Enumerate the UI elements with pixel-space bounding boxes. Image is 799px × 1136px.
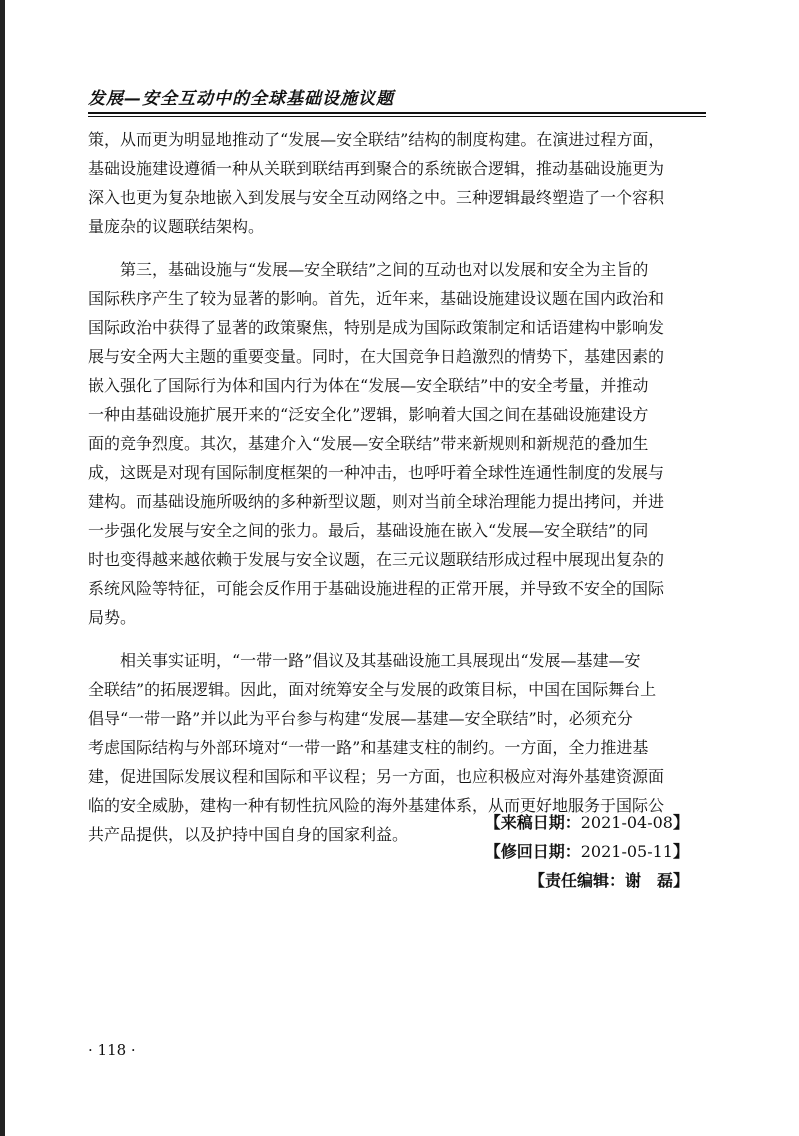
page-edge-shadow: [0, 0, 5, 1136]
revised-date-value: 2021-05-11: [580, 842, 673, 861]
text-line: 一种由基础设施扩展开来的“泛安全化”逻辑，影响着大国之间在基础设施建设方: [88, 405, 649, 424]
text-line: 时也变得越来越依赖于发展与安全议题，在三元议题联结形成过程中展现出复杂的: [88, 550, 665, 569]
running-header-title: 发展—安全互动中的全球基础设施议题: [88, 89, 394, 109]
article-dates: [485, 808, 689, 895]
header-rule-thin: [88, 116, 706, 117]
text-line: 一步强化发展与安全之间的张力。最后，基础设施在嵌入“发展—安全联结”的同: [88, 521, 649, 540]
revised-date-line: [485, 837, 689, 866]
page-number: · 118 ·: [88, 1041, 136, 1059]
paragraph-gap: [88, 632, 700, 646]
text-line: 系统风险等特征，可能会反作用于基础设施进程的正常开展，并导致不安全的国际: [88, 579, 665, 598]
text-line: 量庞杂的议题联结架构。: [88, 217, 265, 236]
header-rule-thick: [88, 112, 706, 114]
text-line: 嵌入强化了国际行为体和国内行为体在“发展—安全联结”中的安全考量，并推动: [88, 376, 649, 395]
received-date-line: [485, 808, 689, 837]
paragraph-2: [88, 255, 700, 632]
received-date-value: 2021-04-08: [580, 813, 673, 832]
article-body: [88, 125, 700, 849]
text-line: 展与安全两大主题的重要变量。同时，在大国竞争日趋激烈的情势下，基建因素的: [88, 347, 665, 366]
text-line: 国际政治中获得了显著的政策聚焦，特别是成为国际政策制定和话语建构中影响发: [88, 318, 665, 337]
received-date-label: 【来稿日期：: [484, 813, 581, 832]
text-line: 深入也更为复杂地嵌入到发展与安全互动网络之中。三种逻辑最终塑造了一个容积: [88, 188, 665, 207]
text-line: 相关事实证明，“一带一路”倡议及其基础设施工具展现出“发展—基建—安: [120, 651, 641, 670]
text-line: 策，从而更为明显地推动了“发展—安全联结”结构的制度构建。在演进过程方面，: [88, 130, 665, 149]
paragraph-gap: [88, 241, 700, 255]
text-line: 考虑国际结构与外部环境对“一带一路”和基建支柱的制约。一方面，全力推进基: [88, 738, 649, 757]
bracket-close: 】: [672, 842, 689, 861]
revised-date-label: 【修回日期：: [484, 842, 581, 861]
text-line: 第三，基础设施与“发展—安全联结”之间的互动也对以发展和安全为主旨的: [120, 260, 649, 279]
responsible-editor-line: [485, 866, 689, 895]
text-line: 建构。而基础设施所吸纳的多种新型议题，则对当前全球治理能力提出拷问，并进: [88, 492, 665, 511]
bracket-close: 】: [672, 813, 689, 832]
text-line: 共产品提供，以及护持中国自身的国家利益。: [88, 825, 409, 844]
text-line: 建，促进国际发展议程和国际和平议程；另一方面，也应积极应对海外基建资源面: [88, 767, 665, 786]
text-line: 倡导“一带一路”并以此为平台参与构建“发展—基建—安全联结”时，必须充分: [88, 709, 633, 728]
text-line: 局势。: [88, 608, 137, 627]
text-line: 临的安全威胁，建构一种有韧性抗风险的海外基建体系，从而更好地服务于国际公: [88, 796, 665, 815]
responsible-editor: 【责任编辑：谢 磊】: [528, 871, 689, 890]
text-line: 基础设施建设遵循一种从关联到联结再到聚合的系统嵌合逻辑，推动基础设施更为: [88, 159, 665, 178]
paragraph-1: [88, 125, 700, 241]
text-line: 成，这既是对现有国际制度框架的一种冲击，也呼吁着全球性连通性制度的发展与: [88, 463, 665, 482]
text-line: 面的竞争烈度。其次，基建介入“发展—安全联结”带来新规则和新规范的叠加生: [88, 434, 649, 453]
text-line: 国际秩序产生了较为显著的影响。首先，近年来，基础设施建设议题在国内政治和: [88, 289, 665, 308]
text-line: 全联结”的拓展逻辑。因此，面对统筹安全与发展的政策目标，中国在国际舞台上: [88, 680, 657, 699]
